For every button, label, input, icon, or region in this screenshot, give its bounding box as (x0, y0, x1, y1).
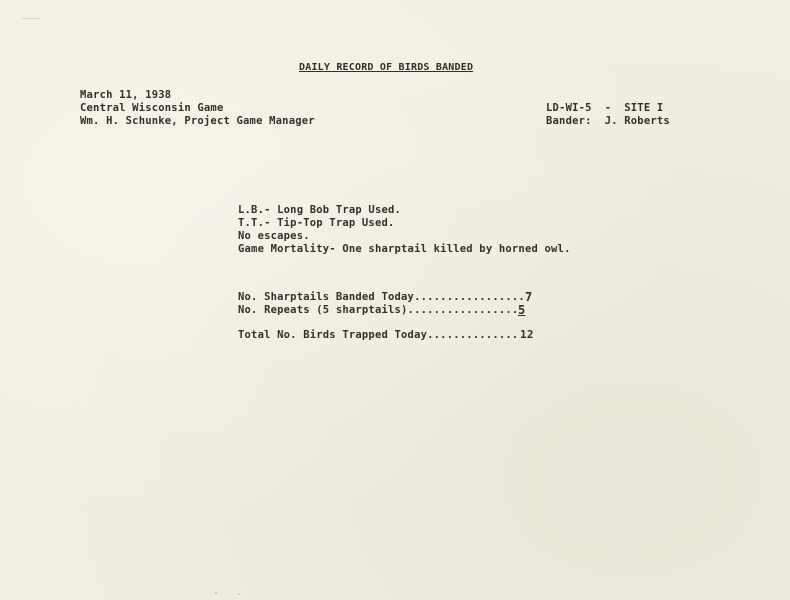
paper-speck (22, 18, 40, 19)
site-code: LD-WI-5 - SITE I (546, 102, 664, 114)
tally-repeats-label: No. Repeats (5 sharptails)................. (238, 304, 519, 316)
record-date: March 11, 1938 (80, 89, 172, 101)
paper-speck (238, 594, 240, 595)
project-manager: Wm. H. Schunke, Project Game Manager (80, 115, 315, 127)
bander-name: Bander: J. Roberts (546, 115, 670, 127)
note-long-bob-trap: L.B.- Long Bob Trap Used. (238, 204, 402, 216)
tally-repeats-value: 5 (518, 303, 526, 317)
note-escapes: No escapes. (238, 230, 310, 242)
tally-banded-label: No. Sharptails Banded Today................. (238, 291, 525, 303)
tally-total-label: Total No. Birds Trapped Today.............. (238, 329, 519, 341)
tally-total-value: 12 (520, 328, 534, 341)
project-name: Central Wisconsin Game (80, 102, 224, 114)
tally-banded-value: 7 (525, 290, 533, 304)
note-game-mortality: Game Mortality- One sharptail killed by horned owl. (238, 243, 571, 255)
document-title: DAILY RECORD OF BIRDS BANDED (299, 62, 474, 73)
note-tip-top-trap: T.T.- Tip-Top Trap Used. (238, 217, 395, 229)
paper-speck (215, 592, 217, 594)
